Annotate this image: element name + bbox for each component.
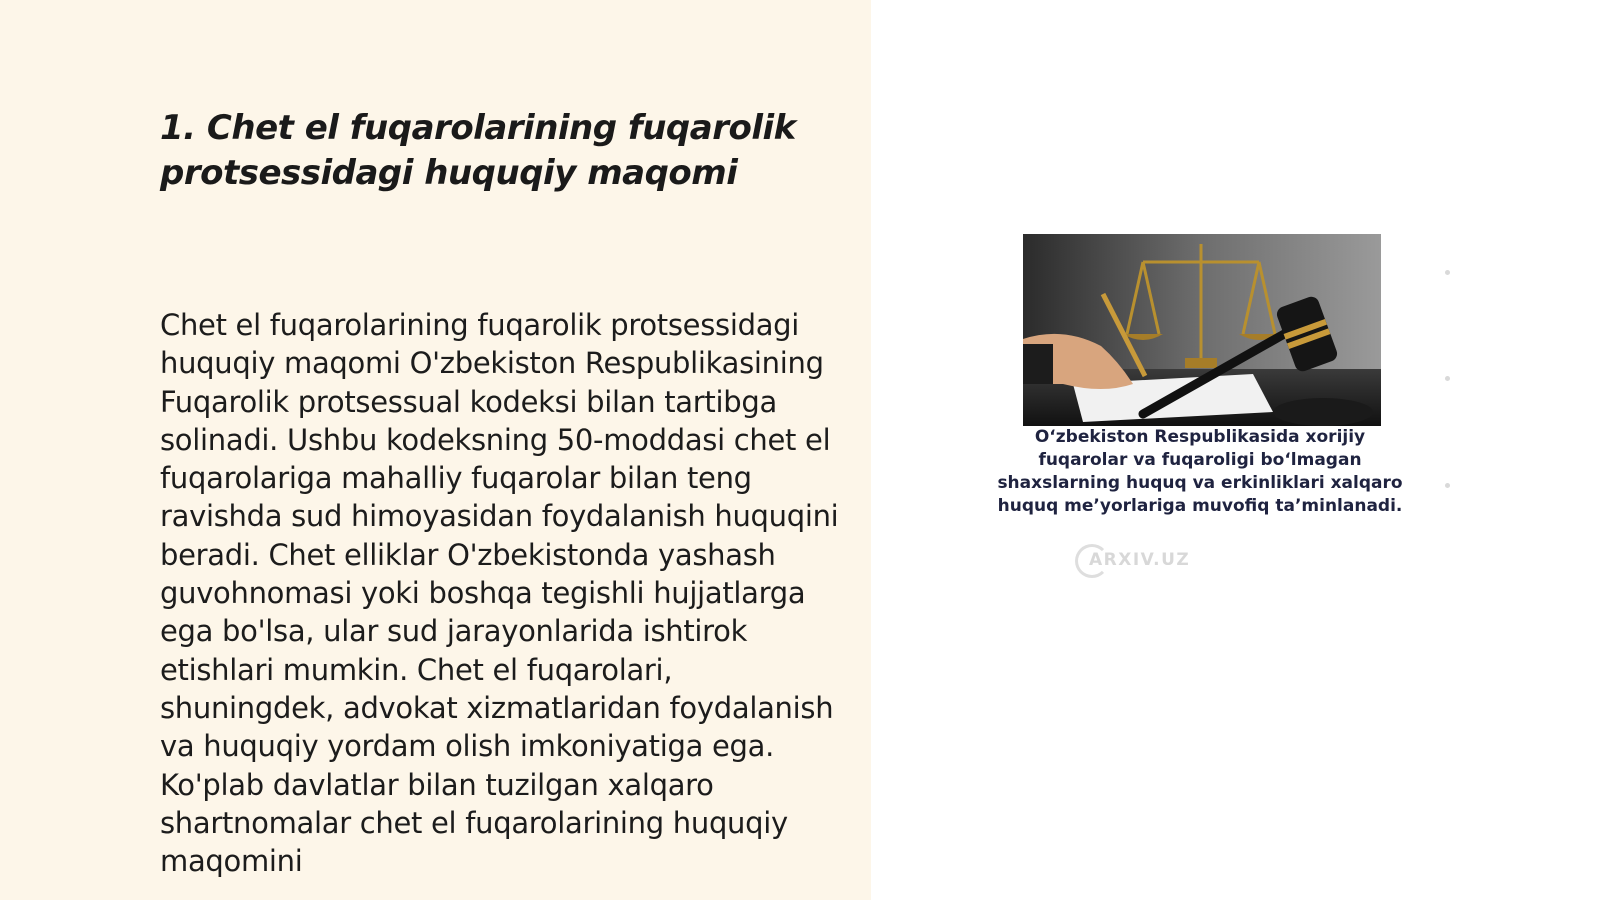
slide-body-text: Chet el fuqarolarining fuqarolik protsessidagi huquqiy maqomi O'zbekiston Respublikasining Fuqarolik protsessual kodeksi bilan tartibga solinadi. Ushbu kodeksning 50-moddasi chet el fuqarolariga mahalliy fuqarolar bilan teng ravishda sud himoyasidan foydalanish huquqini beradi. Chet elliklar O'zbekistonda yashash guvohnomasi yoki boshqa tegishli hujjatlarga ega bo'lsa, ular sud jarayonlarida ishtirok etishlari mumkin. Chet el fuqarolari, shuningdek, advokat xizmatlaridan foydalanish va huquqiy yordam olish imkoniyatiga ega. Ko'plab davlatlar bilan tuzilgan xalqaro shartnomalar chet el fuqarolarining huquqiy maqomini	[160, 308, 839, 879]
decorative-dot	[1445, 376, 1450, 381]
slide-title: 1. Chet el fuqarolarining fuqarolik protsessidagi huquqiy maqomi	[160, 108, 796, 193]
watermark: ARXIV.UZ	[1089, 550, 1191, 570]
decorative-dot	[1445, 270, 1450, 275]
decorative-dot	[1445, 483, 1450, 488]
gavel-scales-image	[1023, 234, 1381, 426]
figure-caption: O‘zbekiston Respublikasida xorijiy fuqarolar va fuqaroligi bo‘lmagan shaxslarning huquq va erkinliklari xalqaro huquq me’yorlariga muvofiq ta’minlanadi.	[997, 427, 1403, 516]
figure	[995, 232, 1415, 582]
